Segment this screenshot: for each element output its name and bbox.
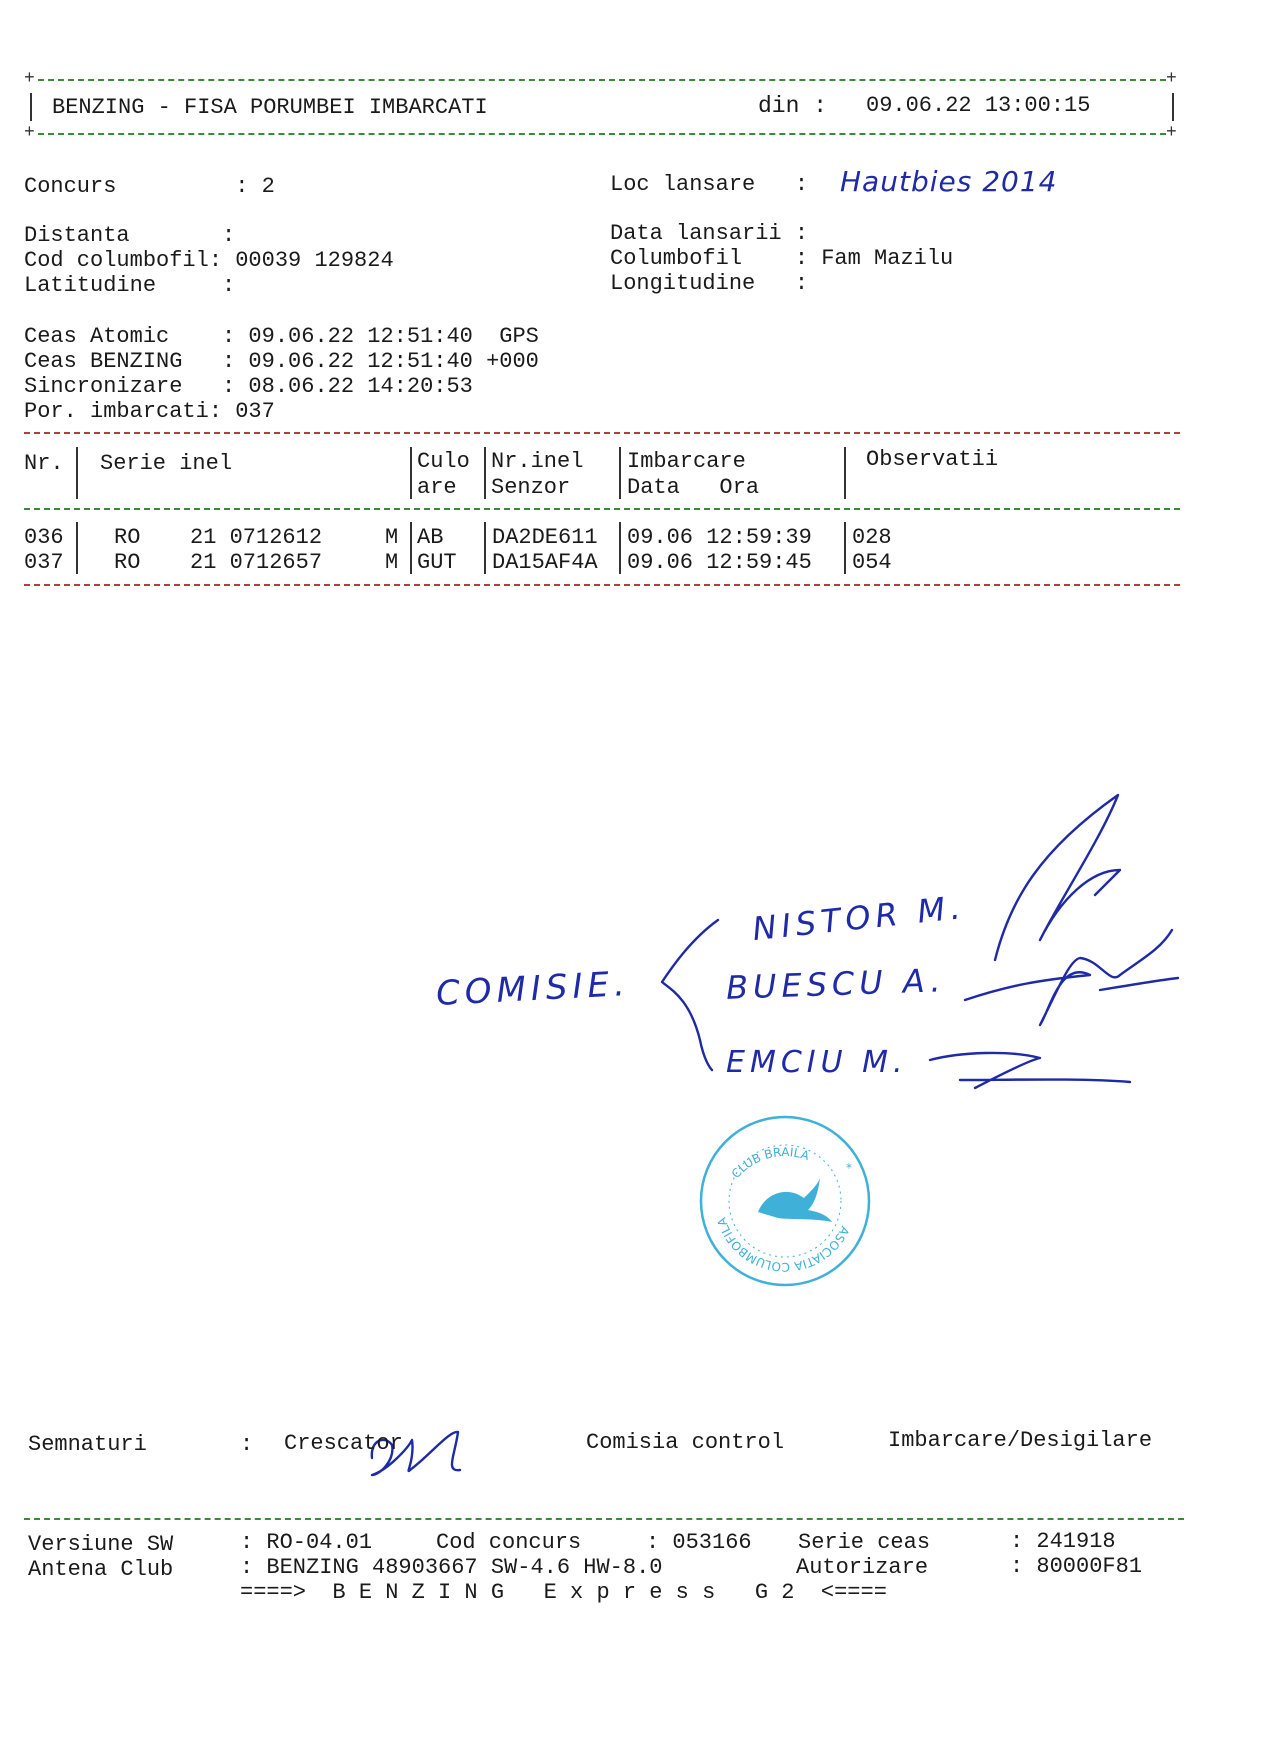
cell-nr: 036: [24, 525, 64, 550]
field-longitudine: Longitudine :: [610, 271, 809, 296]
signature-comisia-label: Comisia control: [586, 1430, 785, 1455]
cell-observatii: 028: [852, 525, 892, 550]
col-separator: [844, 522, 846, 574]
header-bottom-rule: [38, 133, 1166, 135]
col-header-observatii: Observatii: [866, 447, 999, 472]
col-separator: [76, 522, 78, 574]
cell-tara: RO: [114, 525, 141, 550]
field-por-imbarcati: Por. imbarcati: 037: [24, 399, 275, 424]
footer-banner: ====> B E N Z I N G E x p r e s s G 2 <====: [240, 1580, 887, 1605]
field-concurs: Concurs : 2: [24, 174, 275, 199]
cell-serie: 21 0712657: [190, 550, 323, 575]
signatures-colon: :: [240, 1432, 254, 1457]
corner-mark: +: [1166, 69, 1177, 89]
handwritten-member-2: BUESCU A.: [725, 961, 947, 1007]
handwritten-member-3: EMCIU M.: [726, 1045, 908, 1080]
handwritten-member-1: NISTOR M.: [750, 887, 968, 949]
handwritten-comisie: COMISIE.: [435, 963, 631, 1015]
col-separator: [619, 522, 621, 574]
col-separator: [484, 522, 486, 574]
field-cod-columbofil: Cod columbofil: 00039 129824: [24, 248, 394, 273]
col-header-imbarcare-2: Data Ora: [627, 475, 760, 500]
footer-versiune-label: Versiune SW: [28, 1532, 174, 1557]
footer-antena-label: Antena Club: [28, 1557, 174, 1582]
col-header-culoare-1: Culo: [417, 449, 470, 474]
col-separator: [410, 522, 412, 574]
col-header-nr-inel-2: Senzor: [491, 475, 571, 500]
header-left-border: [30, 93, 32, 121]
cell-nr: 037: [24, 550, 64, 575]
footer-autorizare-label: Autorizare: [796, 1555, 929, 1580]
col-separator: [76, 447, 78, 499]
col-header-serie-inel: Serie inel: [100, 451, 233, 476]
table-bottom-rule: [24, 584, 1180, 586]
col-separator: [484, 447, 486, 499]
footer-serie-ceas-value: : 241918: [1010, 1529, 1116, 1554]
corner-mark: +: [1166, 123, 1177, 143]
cell-sex: M: [385, 525, 399, 550]
col-header-nr-inel-1: Nr.inel: [491, 449, 584, 474]
field-columbofil: Columbofil : Fam Mazilu: [610, 246, 954, 271]
cell-observatii: 054: [852, 550, 892, 575]
cell-sex: M: [385, 550, 399, 575]
handwritten-loc-lansare: Hautbies 2014: [840, 165, 1058, 198]
club-stamp: [696, 1112, 874, 1290]
cell-culoare: AB: [417, 525, 444, 550]
footer-cod-concurs-value: : 053166: [646, 1530, 752, 1555]
header-right-border: [1172, 93, 1174, 121]
footer-serie-ceas-label: Serie ceas: [798, 1530, 931, 1555]
header-din-label: din :: [758, 93, 828, 119]
signature-crescator-label: Crescator: [284, 1431, 403, 1456]
col-separator: [619, 447, 621, 499]
field-sincronizare: Sincronizare : 08.06.22 14:20:53: [24, 374, 473, 399]
footer-cod-concurs-label: Cod concurs: [436, 1530, 582, 1555]
corner-mark: +: [24, 69, 35, 89]
col-header-imbarcare-1: Imbarcare: [627, 449, 746, 474]
field-loc-lansare-label: Loc lansare :: [610, 172, 809, 197]
signatures-label: Semnaturi: [28, 1432, 147, 1457]
table-header-rule: [24, 508, 1180, 510]
field-ceas-benzing: Ceas BENZING : 09.06.22 12:51:40 +000: [24, 349, 539, 374]
footer-rule: [24, 1518, 1184, 1520]
pigeon-icon: [758, 1178, 832, 1222]
cell-serie: 21 0712612: [190, 525, 323, 550]
footer-autorizare-value: : 80000F81: [1010, 1554, 1143, 1579]
col-separator: [844, 447, 846, 499]
header-datetime: 09.06.22 13:00:15: [866, 93, 1091, 118]
cell-senzor: DA2DE611: [492, 525, 598, 550]
field-distanta: Distanta :: [24, 223, 236, 248]
field-latitudine: Latitudine :: [24, 273, 236, 298]
signature-imbarcare-label: Imbarcare/Desigilare: [888, 1428, 1153, 1453]
cell-culoare: GUT: [417, 550, 457, 575]
field-ceas-atomic: Ceas Atomic : 09.06.22 12:51:40 GPS: [24, 324, 539, 349]
footer-versiune-value: : RO-04.01: [240, 1530, 373, 1555]
stamp-text-top: CLUB BRAILA: [728, 1145, 812, 1182]
footer-antena-value: : BENZING 48903667 SW-4.6 HW-8.0: [240, 1555, 663, 1580]
col-header-nr: Nr.: [24, 451, 64, 476]
stamp-star: *: [846, 1161, 852, 1175]
col-header-culoare-2: are: [417, 475, 457, 500]
cell-senzor: DA15AF4A: [492, 550, 598, 575]
cell-tara: RO: [114, 550, 141, 575]
field-data-lansarii: Data lansarii :: [610, 221, 809, 246]
header-top-rule: [38, 79, 1166, 81]
document-title: BENZING - FISA PORUMBEI IMBARCATI: [52, 95, 488, 120]
table-top-rule: [24, 432, 1180, 434]
col-separator: [410, 447, 412, 499]
corner-mark: +: [24, 123, 35, 143]
cell-data-ora: 09.06 12:59:39: [627, 525, 812, 550]
cell-data-ora: 09.06 12:59:45: [627, 550, 812, 575]
stamp-text-bottom: ASOCIATIA COLUMBOFILA: [714, 1215, 853, 1274]
